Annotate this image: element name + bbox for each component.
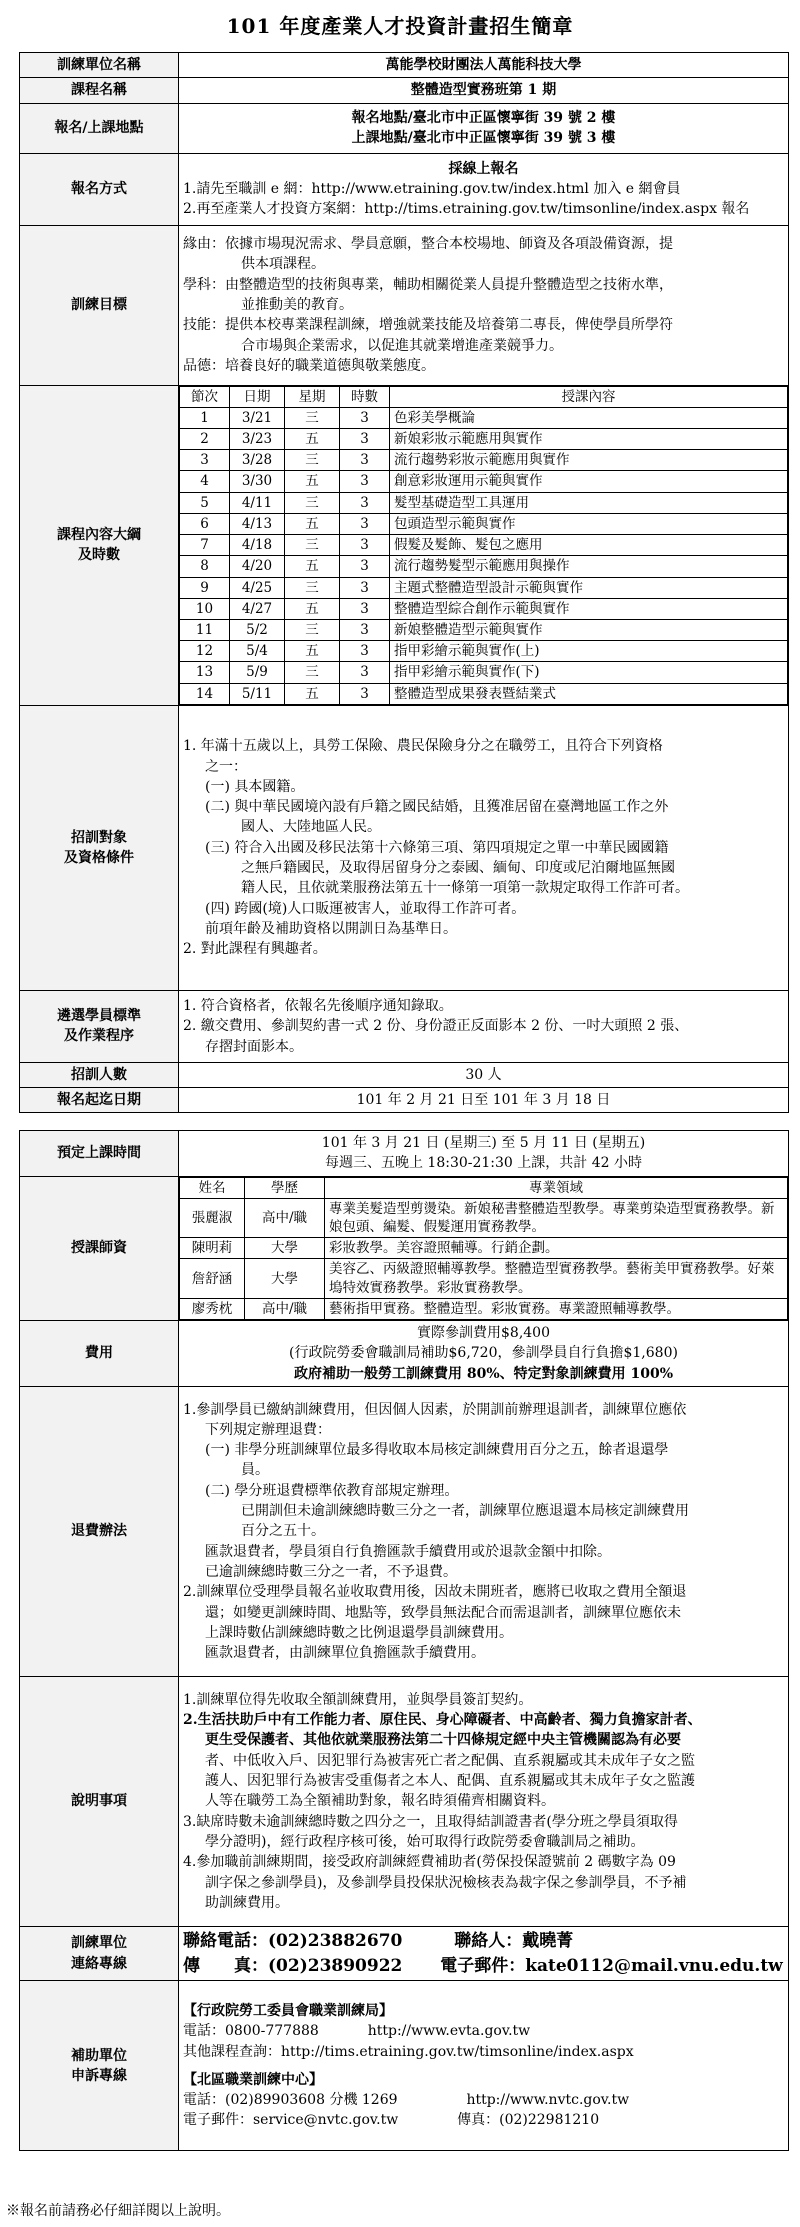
syllabus-cell: 5/9 bbox=[230, 662, 285, 683]
refund-2: 2.訓練單位受理學員報名並收取費用後，因故未開班者，應將已收取之費用全額退 bbox=[183, 1584, 687, 1601]
refund-1: 1.參訓學員已繳納訓練費用，但因個人因素，於開訓前辦理退訓者，訓練單位應依 bbox=[183, 1401, 687, 1418]
selection-1: 1. 符合資格者，依報名先後順序通知錄取。 bbox=[183, 997, 453, 1014]
syllabus-cell: 5/4 bbox=[230, 641, 285, 662]
table-row bbox=[180, 1298, 788, 1319]
syllabus-header-cell: 節次 bbox=[180, 386, 230, 407]
selection-2: 2. 繳交費用、參訓契約書一式 2 份、身份證正反面影本 2 份、一吋大頭照 2 張、 bbox=[183, 1018, 689, 1035]
note-2-cont4: 人等在職勞工為全額補助對象，報名時須備齊相關資料。 bbox=[205, 1793, 555, 1810]
syllabus-cell: 4/25 bbox=[230, 577, 285, 598]
table-row bbox=[180, 620, 788, 641]
signup-label: 報名方式 bbox=[20, 153, 179, 225]
syllabus-cell: 3 bbox=[340, 471, 390, 492]
teachers-header-cell: 學歷 bbox=[245, 1177, 325, 1198]
syllabus-cell: 3 bbox=[340, 535, 390, 556]
assist-nvtc-url[interactable]: http://www.nvtc.gov.tw bbox=[466, 2092, 630, 2109]
signup-step-2: 2.再至產業人才投資方案網：http://tims.etraining.gov.tw/timsonline/index.aspx 報名 bbox=[183, 201, 750, 218]
eligibility-label bbox=[20, 705, 179, 990]
syllabus-cell: 5 bbox=[180, 492, 230, 513]
eligibility-label-2: 及資格條件 bbox=[64, 849, 134, 866]
assist-nvtc-email[interactable]: 電子郵件：service@nvtc.gov.tw bbox=[183, 2112, 399, 2129]
syllabus-cell: 3 bbox=[340, 662, 390, 683]
eligibility-1-cont: 之一： bbox=[205, 758, 247, 775]
selection-label bbox=[20, 990, 179, 1062]
goal-skill: 技能：提供本校專業課程訓練，增強就業技能及培養第二專長，俾使學員所學符 bbox=[183, 317, 673, 334]
eligibility-c-cont2: 籍人民，且依就業服務法第五十一條第一項第一款規定取得工作許可者。 bbox=[241, 880, 689, 897]
syllabus-cell: 3 bbox=[340, 407, 390, 428]
table-row bbox=[180, 535, 788, 556]
footnote: ※報名前請務必仔細詳閱以上說明。 bbox=[6, 2203, 230, 2219]
syllabus-cell: 新娘彩妝示範應用與實作 bbox=[390, 429, 788, 450]
refund-c1: 匯款退費者，學員須自行負擔匯款手續費用或於退款金額中扣除。 bbox=[205, 1543, 611, 1560]
table-row bbox=[180, 450, 788, 471]
syllabus-cell: 3 bbox=[340, 492, 390, 513]
syllabus-header-cell: 日期 bbox=[230, 386, 285, 407]
goal-ethics: 品德：培養良好的職業道德與敬業態度。 bbox=[183, 357, 435, 374]
teacher-cell: 詹舒涵 bbox=[180, 1259, 245, 1298]
syllabus-cell: 流行趨勢彩妝示範應用與實作 bbox=[390, 450, 788, 471]
notes-value bbox=[179, 1677, 789, 1927]
refund-b-cont2: 百分之五十。 bbox=[241, 1523, 325, 1540]
syllabus-cell: 包頭造型示範與實作 bbox=[390, 513, 788, 534]
syllabus-cell: 整體造型成果發表暨結業式 bbox=[390, 683, 788, 704]
refund-value bbox=[179, 1387, 789, 1677]
refund-c2: 已逾訓練總時數三分之一者，不予退費。 bbox=[205, 1563, 457, 1580]
contact-label-1: 訓練單位 bbox=[71, 1935, 127, 1952]
fee-label: 費用 bbox=[20, 1321, 179, 1387]
eligibility-2: 2. 對此課程有興趣者。 bbox=[183, 941, 327, 958]
syllabus-cell: 主題式整體造型設計示範與實作 bbox=[390, 577, 788, 598]
syllabus-cell: 新娘整體造型示範與實作 bbox=[390, 620, 788, 641]
eligibility-b: (二) 與中華民國境內設有戶籍之國民結婚，且獲准居留在臺灣地區工作之外 bbox=[205, 799, 669, 816]
syllabus-cell: 3 bbox=[340, 620, 390, 641]
eligibility-d: (四) 跨國(境)人口販運被害人，並取得工作許可者。 bbox=[205, 900, 526, 917]
teachers-table bbox=[179, 1177, 788, 1321]
fee-value bbox=[179, 1321, 789, 1387]
refund-b-cont1: 已開訓但未逾訓練總時數三分之一者，訓練單位應退還本局核定訓練費用 bbox=[241, 1503, 689, 1520]
syllabus-cell: 10 bbox=[180, 598, 230, 619]
contact-fax: 傳 真：(02)23890922 bbox=[183, 1955, 403, 1976]
teachers-label: 授課師資 bbox=[20, 1176, 179, 1321]
contact-label bbox=[20, 1927, 179, 1981]
table-row bbox=[180, 429, 788, 450]
table-row bbox=[180, 492, 788, 513]
signup-step-1: 1.請先至職訓 e 網：http://www.etraining.gov.tw/index.html 加入 e 網會員 bbox=[183, 180, 681, 197]
syllabus-cell: 9 bbox=[180, 577, 230, 598]
syllabus-cell: 6 bbox=[180, 513, 230, 534]
period-label: 報名起迄日期 bbox=[20, 1088, 179, 1113]
note-4-cont1: 訓字保之參訓學員)，及參訓學員投保狀況檢核表為裁字保之參訓學員，不予補 bbox=[205, 1874, 687, 1891]
refund-b: (二) 學分班退費標準依教育部規定辦理。 bbox=[205, 1482, 459, 1499]
selection-2-cont: 存摺封面影本。 bbox=[205, 1038, 303, 1055]
assist-label-2: 申訴專線 bbox=[71, 2067, 127, 2084]
syllabus-cell: 3/28 bbox=[230, 450, 285, 471]
syllabus-cell: 3 bbox=[340, 450, 390, 471]
period-value: 101 年 2 月 21 日至 101 年 3 月 18 日 bbox=[179, 1088, 789, 1113]
table-row bbox=[180, 407, 788, 428]
goal-skill-cont: 合市場與企業需求，以促進其就業增進產業競爭力。 bbox=[241, 337, 563, 354]
syllabus-cell: 4/13 bbox=[230, 513, 285, 534]
syllabus-table bbox=[179, 386, 788, 705]
fee-actual: 實際參訓費用$8,400 bbox=[417, 1325, 550, 1342]
teacher-cell: 陳明莉 bbox=[180, 1238, 245, 1259]
syllabus-cell: 三 bbox=[285, 535, 340, 556]
syllabus-cell: 五 bbox=[285, 471, 340, 492]
signup-head: 採線上報名 bbox=[448, 160, 519, 177]
teacher-cell: 張麗淑 bbox=[180, 1198, 245, 1237]
note-2: 2.生活扶助戶中有工作能力者、原住民、身心障礙者、中高齡者、獨力負擔家計者、 bbox=[183, 1712, 702, 1729]
course-value: 整體造型實務班第 1 期 bbox=[179, 78, 789, 103]
table-row bbox=[180, 662, 788, 683]
schedule-value bbox=[179, 1131, 789, 1177]
table-row bbox=[180, 513, 788, 534]
table-row bbox=[180, 1198, 788, 1237]
goal-origin-cont: 供本項課程。 bbox=[241, 256, 325, 273]
assist-evta-phone: 電話：0800-777888 bbox=[183, 2023, 319, 2040]
syllabus-cell: 3 bbox=[340, 577, 390, 598]
syllabus-cell: 五 bbox=[285, 513, 340, 534]
quota-label: 招訓人數 bbox=[20, 1062, 179, 1087]
teacher-cell: 專業美髮造型剪燙染。新娘秘書整體造型教學。專業剪染造型實務教學。新娘包頭、編髮、假髮運用實務教學。 bbox=[325, 1198, 788, 1237]
syllabus-cell: 五 bbox=[285, 598, 340, 619]
assist-evta-head: 【行政院勞工委員會職業訓練局】 bbox=[183, 2002, 393, 2019]
contact-value bbox=[179, 1927, 789, 1981]
eligibility-label-1: 招訓對象 bbox=[71, 829, 127, 846]
syllabus-header-cell: 授課內容 bbox=[390, 386, 788, 407]
goal-theory: 學科：由整體造型的技術與專業，輔助相關從業人員提升整體造型之技術水準， bbox=[183, 276, 673, 293]
table-row bbox=[180, 598, 788, 619]
syllabus-label-1: 課程內容大綱 bbox=[57, 526, 141, 543]
assist-nvtc-fax: 傳真：(02)22981210 bbox=[457, 2112, 600, 2129]
syllabus-cell: 3 bbox=[180, 450, 230, 471]
assist-label bbox=[20, 1981, 179, 2151]
note-3-cont: 學分證明)，經行政程序核可後，始可取得行政院勞委會職訓局之補助。 bbox=[205, 1833, 645, 1850]
syllabus-cell: 4/20 bbox=[230, 556, 285, 577]
contact-person: 聯絡人：戴曉菁 bbox=[454, 1931, 574, 1952]
syllabus-cell: 五 bbox=[285, 429, 340, 450]
syllabus-cell: 髮型基礎造型工具運用 bbox=[390, 492, 788, 513]
syllabus-cell: 3/21 bbox=[230, 407, 285, 428]
eligibility-c: (三) 符合入出國及移民法第十六條第三項、第四項規定之單一中華民國國籍 bbox=[205, 839, 669, 856]
syllabus-cell: 五 bbox=[285, 556, 340, 577]
contact-label-2: 連絡專線 bbox=[71, 1955, 127, 1972]
syllabus-cell: 13 bbox=[180, 662, 230, 683]
table-row bbox=[180, 1238, 788, 1259]
eligibility-c-cont1: 之無戶籍國民，及取得居留身分之泰國、緬甸、印度或尼泊爾地區無國 bbox=[241, 860, 675, 877]
assist-value bbox=[179, 1981, 789, 2151]
assist-nvtc-phone: 電話：(02)89903608 分機 1269 bbox=[183, 2092, 398, 2109]
refund-2-cont3: 匯款退費者，由訓練單位負擔匯款手續費用。 bbox=[205, 1645, 485, 1662]
info-table-1 bbox=[19, 52, 789, 1113]
syllabus-cell: 流行趨勢髮型示範應用與操作 bbox=[390, 556, 788, 577]
signup-value bbox=[179, 153, 789, 225]
syllabus-cell: 8 bbox=[180, 556, 230, 577]
note-4: 4.參加職前訓練期間，接受政府訓練經費補助者(勞保投保證號前 2 碼數字為 09 bbox=[183, 1854, 676, 1871]
teacher-cell: 大學 bbox=[245, 1259, 325, 1298]
quota-value: 30 人 bbox=[179, 1062, 789, 1087]
schedule-range: 101 年 3 月 21 日 (星期三) 至 5 月 11 日 (星期五) bbox=[321, 1135, 646, 1151]
refund-label: 退費辦法 bbox=[20, 1387, 179, 1677]
selection-label-1: 遴選學員標準 bbox=[57, 1008, 141, 1025]
org-label: 訓練單位名稱 bbox=[20, 53, 179, 78]
table-row bbox=[180, 556, 788, 577]
selection-value bbox=[179, 990, 789, 1062]
syllabus-cell: 指甲彩繪示範與實作(上) bbox=[390, 641, 788, 662]
refund-2-cont2: 上課時數佔訓練總時數之比例退還學員訓練費用。 bbox=[205, 1624, 513, 1641]
refund-a-cont: 員。 bbox=[241, 1462, 269, 1479]
assist-nvtc-head: 【北區職業訓練中心】 bbox=[183, 2071, 323, 2088]
schedule-times: 每週三、五晚上 18:30-21:30 上課，共計 42 小時 bbox=[324, 1155, 643, 1172]
syllabus-label bbox=[20, 385, 179, 705]
teacher-cell: 大學 bbox=[245, 1238, 325, 1259]
syllabus-cell: 3 bbox=[340, 598, 390, 619]
teacher-cell: 高中/職 bbox=[245, 1298, 325, 1319]
note-2-cont3: 護人、因犯罪行為被害受重傷者之本人、配偶、直系親屬或其未成年子女之監護 bbox=[205, 1773, 695, 1790]
teacher-cell: 藝術指甲實務。整體造型。彩妝實務。專業證照輔導教學。 bbox=[325, 1298, 788, 1319]
syllabus-cell bbox=[179, 385, 789, 705]
refund-2-cont1: 還；如變更訓練時間、地點等，致學員無法配合而需退訓者，訓練單位應依未 bbox=[205, 1604, 681, 1621]
syllabus-cell: 2 bbox=[180, 429, 230, 450]
signup-location: 報名地點/臺北市中正區懷寧街 39 號 2 樓 bbox=[351, 109, 616, 126]
location-value bbox=[179, 103, 789, 153]
note-2-cont2: 者、中低收入戶、因犯罪行為被害死亡者之配偶、直系親屬或其未成年子女之監 bbox=[205, 1752, 695, 1769]
table-row bbox=[180, 577, 788, 598]
eligibility-1: 1. 年滿十五歲以上，具勞工保險、農民保險身分之在職勞工，且符合下列資格 bbox=[183, 738, 663, 755]
syllabus-cell: 3/23 bbox=[230, 429, 285, 450]
location-label: 報名/上課地點 bbox=[20, 103, 179, 153]
goal-value bbox=[179, 225, 789, 385]
syllabus-cell: 3 bbox=[340, 641, 390, 662]
syllabus-cell: 三 bbox=[285, 492, 340, 513]
page-title: 101 年度產業人才投資計畫招生簡章 bbox=[226, 14, 574, 38]
fee-breakdown: (行政院勞委會職訓局補助$6,720，參訓學員自行負擔$1,680) bbox=[289, 1345, 678, 1362]
contact-phone: 聯絡電話：(02)23882670 bbox=[183, 1931, 403, 1952]
syllabus-cell: 1 bbox=[180, 407, 230, 428]
contact-email[interactable]: 電子郵件：kate0112@mail.vnu.edu.tw bbox=[440, 1955, 783, 1976]
table-row bbox=[180, 1259, 788, 1298]
eligibility-note: 前項年齡及補助資格以開訓日為基準日。 bbox=[205, 920, 457, 937]
class-location: 上課地點/臺北市中正區懷寧街 39 號 3 樓 bbox=[351, 130, 616, 147]
assist-evta-url[interactable]: http://www.evta.gov.tw bbox=[367, 2023, 531, 2040]
syllabus-cell: 12 bbox=[180, 641, 230, 662]
table-row bbox=[180, 683, 788, 704]
org-value: 萬能學校財團法人萬能科技大學 bbox=[179, 53, 789, 78]
assist-label-1: 補助單位 bbox=[71, 2047, 127, 2064]
syllabus-cell: 4 bbox=[180, 471, 230, 492]
teacher-cell: 廖秀枕 bbox=[180, 1298, 245, 1319]
syllabus-cell: 7 bbox=[180, 535, 230, 556]
notes-label: 說明事項 bbox=[20, 1677, 179, 1927]
syllabus-cell: 3 bbox=[340, 683, 390, 704]
teacher-cell: 美容乙、丙級證照輔導教學。整體造型實務教學。藝術美甲實務教學。好萊塢特效實務教學。彩妝實務教學。 bbox=[325, 1259, 788, 1298]
syllabus-cell: 3 bbox=[340, 556, 390, 577]
note-1: 1.訓練單位得先收取全額訓練費用，並與學員簽訂契約。 bbox=[183, 1691, 533, 1708]
selection-label-2: 及作業程序 bbox=[64, 1028, 134, 1045]
info-table-2 bbox=[19, 1130, 789, 2151]
syllabus-header-cell: 時數 bbox=[340, 386, 390, 407]
refund-1-cont: 下列規定辦理退費： bbox=[205, 1421, 331, 1438]
fee-subsidy: 政府補助一般勞工訓練費用 80%、特定對象訓練費用 100% bbox=[293, 1365, 674, 1382]
syllabus-cell: 三 bbox=[285, 662, 340, 683]
goal-theory-cont: 並推動美的教育。 bbox=[241, 296, 353, 313]
refund-a: (一) 非學分班訓練單位最多得收取本局核定訓練費用百分之五，餘者退還學 bbox=[205, 1442, 669, 1459]
teachers-header-cell: 姓名 bbox=[180, 1177, 245, 1198]
course-label: 課程名稱 bbox=[20, 78, 179, 103]
teachers-header-cell: 專業領域 bbox=[325, 1177, 788, 1198]
eligibility-a: (一) 具本國籍。 bbox=[205, 778, 305, 795]
syllabus-cell: 色彩美學概論 bbox=[390, 407, 788, 428]
syllabus-cell: 3/30 bbox=[230, 471, 285, 492]
syllabus-cell: 3 bbox=[340, 429, 390, 450]
syllabus-cell: 4/18 bbox=[230, 535, 285, 556]
syllabus-cell: 五 bbox=[285, 641, 340, 662]
syllabus-cell: 五 bbox=[285, 683, 340, 704]
syllabus-cell: 三 bbox=[285, 407, 340, 428]
note-2-cont1: 更生受保護者、其他依就業服務法第二十四條規定經中央主管機關認為有必要 bbox=[205, 1732, 681, 1749]
syllabus-cell: 三 bbox=[285, 577, 340, 598]
syllabus-cell: 5/2 bbox=[230, 620, 285, 641]
syllabus-cell: 11 bbox=[180, 620, 230, 641]
eligibility-value bbox=[179, 705, 789, 990]
eligibility-b-cont: 國人、大陸地區人民。 bbox=[241, 819, 381, 836]
syllabus-label-2: 及時數 bbox=[78, 547, 120, 564]
teacher-cell: 高中/職 bbox=[245, 1198, 325, 1237]
note-4-cont2: 助訓練費用。 bbox=[205, 1894, 289, 1911]
syllabus-cell: 14 bbox=[180, 683, 230, 704]
note-3: 3.缺席時數未逾訓練總時數之四分之一，且取得結訓證書者(學分班之學員須取得 bbox=[183, 1813, 678, 1830]
goal-label: 訓練目標 bbox=[20, 225, 179, 385]
assist-course-query[interactable]: 其他課程查詢：http://tims.etraining.gov.tw/timsonline/index.aspx bbox=[183, 2043, 634, 2060]
goal-origin: 緣由：依據市場現況需求、學員意願，整合本校場地、師資及各項設備資源，提 bbox=[183, 236, 673, 253]
syllabus-cell: 3 bbox=[340, 513, 390, 534]
syllabus-cell: 三 bbox=[285, 620, 340, 641]
table-row bbox=[180, 641, 788, 662]
syllabus-cell: 5/11 bbox=[230, 683, 285, 704]
syllabus-cell: 指甲彩繪示範與實作(下) bbox=[390, 662, 788, 683]
syllabus-cell: 4/27 bbox=[230, 598, 285, 619]
syllabus-cell: 整體造型綜合創作示範與實作 bbox=[390, 598, 788, 619]
syllabus-cell: 4/11 bbox=[230, 492, 285, 513]
syllabus-cell: 假髮及髮飾、髮包之應用 bbox=[390, 535, 788, 556]
syllabus-header-cell: 星期 bbox=[285, 386, 340, 407]
schedule-label: 預定上課時間 bbox=[20, 1131, 179, 1177]
table-row bbox=[180, 471, 788, 492]
syllabus-cell: 三 bbox=[285, 450, 340, 471]
teacher-cell: 彩妝教學。美容證照輔導。行銷企劃。 bbox=[325, 1238, 788, 1259]
teachers-cell bbox=[179, 1176, 789, 1321]
syllabus-cell: 創意彩妝運用示範與實作 bbox=[390, 471, 788, 492]
